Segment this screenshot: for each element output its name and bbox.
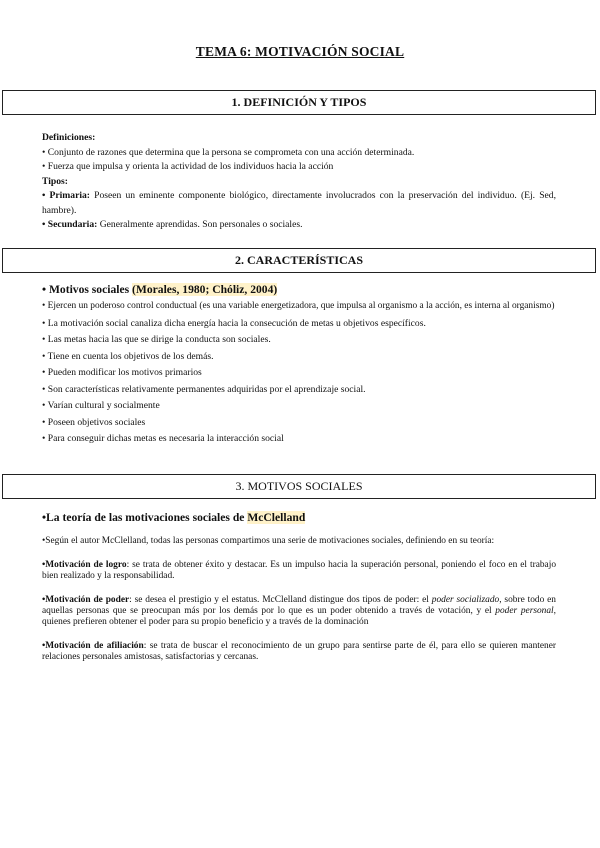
caracteristica-item: • La motivación social canaliza dicha energía hacia la consecución de metas u objetivos específicos. <box>42 317 426 329</box>
section-heading-definicion: 1. DEFINICIÓN Y TIPOS <box>2 90 596 115</box>
caracteristica-item: • Ejercen un poderoso control conductual (es una variable energetizadora, que impulsa al organismo a la acción, es interna al organismo) <box>42 300 555 311</box>
section-heading-caracteristicas: 2. CARACTERÍSTICAS <box>2 248 596 273</box>
motivacion-poder: •Motivación de poder: se desea el prestigio y el estatus. McClelland distingue dos tipos de poder: el poder socializado, sobre todo en aquellas personas que se preocupan más por los demás por lo que es un poder obtenido a través de votación, y el poder personal, quienes prefieren obtener el poder para su propio beneficio y a través de la dominación <box>42 594 556 627</box>
caracteristica-item: • Poseen objetivos sociales <box>42 416 146 428</box>
definition-item: • Fuerza que impulsa y orienta la actividad de los individuos hacia la acción <box>42 161 334 172</box>
caracteristica-item: • Varían cultural y socialmente <box>42 400 160 411</box>
citation-highlight: (Morales, 1980; Chóliz, 2004) <box>132 283 278 296</box>
tipo-secundaria: • Secundaria: Generalmente aprendidas. Son personales o sociales. <box>42 219 303 230</box>
mcclelland-highlight: McClelland <box>247 511 306 524</box>
section-body-definicion <box>42 131 556 233</box>
motivacion-afiliacion: •Motivación de afiliación: se trata de buscar el reconocimiento de un grupo para sentirse parte de él, para ello se quieren mantener relaciones personales amistosas, satisfactorias y cercanas. <box>42 640 556 662</box>
tipos-label: Tipos: <box>42 175 68 187</box>
definition-item: • Conjunto de razones que determina que la persona se comprometa con una acción determinada. <box>42 146 415 158</box>
tipo-primaria: • Primaria: Poseen un eminente componente biológico, directamente involucrados con la preservación del individuo. (Ej. Sed, hambre). <box>42 190 556 216</box>
mcclelland-intro: •Según el autor McClelland, todas las personas compartimos una serie de motivaciones sociales, definiendo en su teoría: <box>42 535 495 546</box>
section-body-caracteristicas <box>42 283 556 448</box>
caracteristica-item: • Tiene en cuenta los objetivos de los demás. <box>42 350 214 362</box>
mcclelland-subheading: •La teoría de las motivaciones sociales de McClelland <box>42 511 306 524</box>
caracteristica-item: • Pueden modificar los motivos primarios <box>42 367 202 378</box>
caracteristica-item: • Las metas hacia las que se dirige la conducta son sociales. <box>42 334 271 345</box>
motivacion-logro: •Motivación de logro: se trata de obtener éxito y destacar. Es un impulso hacia la superación personal, poniendo el foco en el trabajo bien realizado y la responsabilidad. <box>42 559 557 581</box>
motivos-sociales-subheading: • Motivos sociales (Morales, 1980; Chóliz, 2004) <box>42 283 278 296</box>
caracteristica-item: • Son características relativamente permanentes adquiridas por el aprendizaje social. <box>42 383 366 395</box>
section-heading-motivos: 3. MOTIVOS SOCIALES <box>2 474 596 499</box>
caracteristica-item: • Para conseguir dichas metas es necesaria la interacción social <box>42 433 284 444</box>
definiciones-label: Definiciones: <box>42 132 96 143</box>
page-title: TEMA 6: MOTIVACIÓN SOCIAL <box>195 44 405 59</box>
section-body-motivos <box>42 511 556 663</box>
